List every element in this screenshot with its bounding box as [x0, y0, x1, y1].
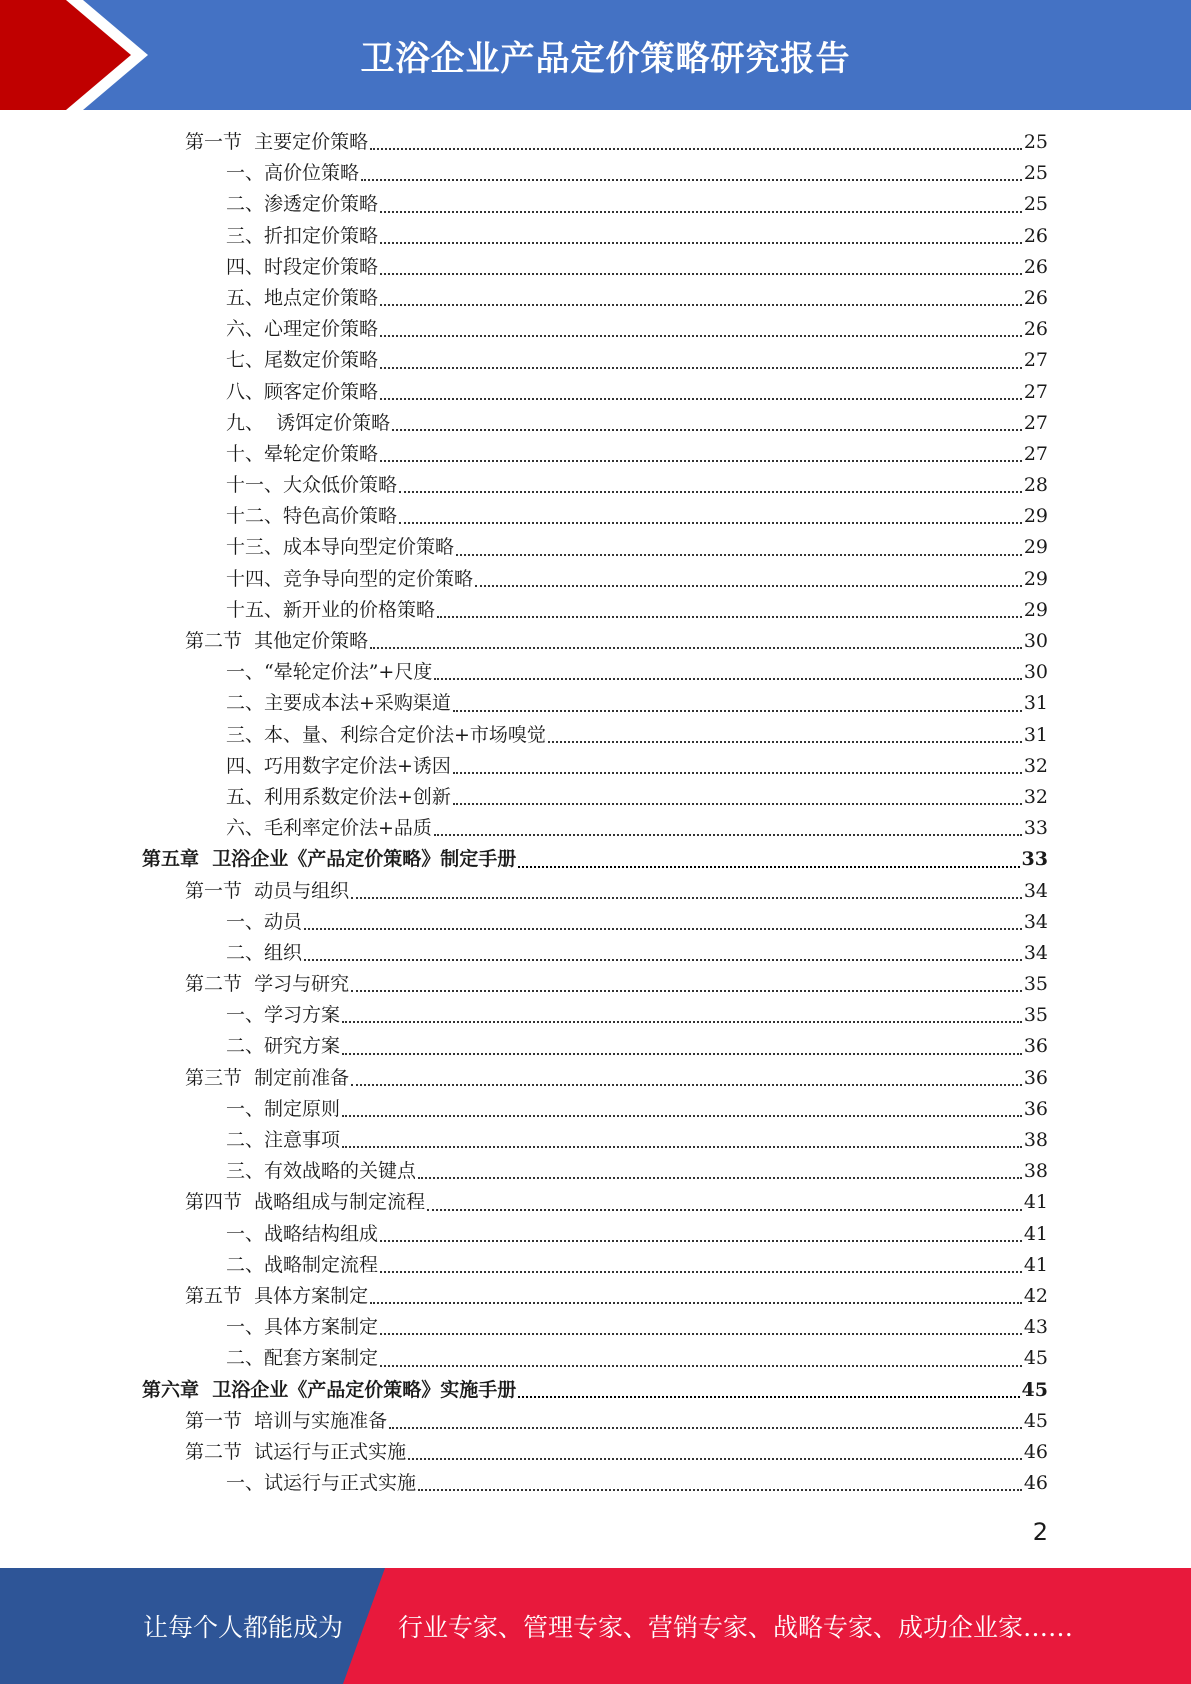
toc-subsection-entry[interactable]: [0, 439, 1191, 470]
toc-subsection-entry[interactable]: [0, 657, 1191, 688]
toc-subsection-entry[interactable]: [0, 1000, 1191, 1031]
toc-entry-page: 33: [1023, 817, 1048, 840]
toc-dot-leader: [380, 1239, 1022, 1242]
toc-entry-label: 十四、竞争导向型的定价策略: [226, 567, 474, 590]
toc-entry-label: 十、晕轮定价策略: [226, 442, 379, 465]
toc-dot-leader: [380, 272, 1022, 275]
toc-entry-page: 30: [1023, 630, 1048, 652]
toc-entry-label: 第一节 主要定价策略: [185, 131, 369, 153]
toc-entry-label: 五、地点定价策略: [226, 286, 379, 309]
toc-dot-leader: [380, 1364, 1022, 1367]
toc-entry-page: 27: [1023, 349, 1048, 372]
toc-entry-page: 41: [1023, 1191, 1048, 1214]
page-header: [0, 0, 1191, 110]
toc-entry-page: 34: [1023, 941, 1048, 964]
toc-entry-label: 四、巧用数字定价法+诱因: [226, 754, 451, 777]
toc-entry-page: 25: [1023, 193, 1048, 216]
toc-dot-leader: [434, 833, 1022, 836]
toc-dot-leader: [361, 178, 1022, 181]
toc-entry-label: 二、渗透定价策略: [226, 193, 379, 216]
toc-entry-label: 一、动员: [226, 910, 303, 933]
toc-dot-leader: [380, 366, 1022, 369]
toc-entry-page: 29: [1023, 567, 1048, 590]
toc-entry-label: 十二、特色高价策略: [226, 505, 398, 528]
toc-dot-leader: [548, 740, 1022, 743]
toc-dot-leader: [418, 1488, 1022, 1491]
toc-entry-page: 31: [1023, 692, 1048, 715]
toc-entry-label: 二、研究方案: [226, 1035, 341, 1058]
toc-entry-page: 26: [1023, 318, 1048, 341]
toc-subsection-entry[interactable]: [0, 1219, 1191, 1250]
toc-entry-label: 一、试运行与正式实施: [226, 1472, 417, 1495]
toc-subsection-entry[interactable]: [0, 1343, 1191, 1374]
toc-dot-leader: [342, 1052, 1022, 1055]
toc-subsection-entry[interactable]: [0, 501, 1191, 532]
toc-dot-leader: [399, 521, 1022, 524]
toc-entry-page: 46: [1023, 1440, 1048, 1463]
toc-dot-leader: [342, 1145, 1022, 1148]
toc-dot-leader: [518, 1395, 1019, 1398]
toc-entry-label: 九、 诱饵定价策略: [226, 411, 391, 434]
toc-dot-leader: [418, 1176, 1022, 1179]
toc-entry-page: 36: [1023, 1035, 1048, 1058]
toc-section-entry[interactable]: [0, 969, 1191, 1000]
toc-subsection-entry[interactable]: [0, 1094, 1191, 1125]
page-footer: [0, 1568, 1191, 1684]
toc-subsection-entry[interactable]: [0, 408, 1191, 439]
toc-entry-label: 第二节 其他定价策略: [185, 630, 369, 652]
toc-entry-label: 一、高价位策略: [226, 162, 360, 185]
toc-entry-page: 27: [1023, 411, 1048, 434]
toc-entry-label: 一、学习方案: [226, 1004, 341, 1027]
toc-entry-page: 26: [1023, 255, 1048, 278]
toc-dot-leader: [380, 334, 1022, 337]
toc-section-entry[interactable]: [0, 127, 1191, 158]
toc-dot-leader: [392, 428, 1022, 431]
toc-entry-label: 六、毛利率定价法+品质: [226, 817, 432, 840]
toc-dot-leader: [342, 1114, 1022, 1117]
toc-dot-leader: [342, 1020, 1022, 1023]
toc-entry-page: 35: [1023, 1004, 1048, 1027]
toc-entry-page: 38: [1023, 1129, 1048, 1151]
footer-tagline: 行业专家、管理专家、营销专家、战略专家、成功企业家……: [398, 1613, 1074, 1642]
toc-chapter-entry[interactable]: [0, 844, 1191, 875]
toc-entry-page: 28: [1023, 474, 1048, 497]
toc-entry-page: 35: [1023, 973, 1048, 996]
toc-entry-page: 30: [1023, 661, 1048, 684]
toc-subsection-entry[interactable]: [0, 1031, 1191, 1062]
table-of-contents: [0, 127, 1191, 1499]
toc-entry-page: 26: [1023, 224, 1048, 247]
toc-entry-label: 八、顾客定价策略: [226, 380, 379, 403]
toc-dot-leader: [456, 553, 1022, 556]
toc-subsection-entry[interactable]: [0, 907, 1191, 938]
toc-dot-leader: [380, 397, 1022, 400]
toc-entry-page: 32: [1023, 785, 1048, 808]
toc-chapter-entry[interactable]: [0, 1375, 1191, 1406]
toc-subsection-entry[interactable]: [0, 252, 1191, 283]
toc-entry-page: 33: [1021, 848, 1048, 871]
toc-subsection-entry[interactable]: [0, 1125, 1191, 1156]
toc-entry-label: 三、有效战略的关键点: [226, 1160, 417, 1183]
toc-subsection-entry[interactable]: [0, 564, 1191, 595]
toc-dot-leader: [380, 1332, 1022, 1335]
toc-entry-page: 26: [1023, 286, 1048, 309]
toc-entry-label: 一、制定原则: [226, 1097, 341, 1120]
toc-entry-page: 25: [1023, 162, 1048, 185]
toc-entry-label: 第六章 卫浴企业《产品定价策略》实施手册: [142, 1378, 517, 1401]
toc-dot-leader: [389, 1426, 1022, 1429]
toc-entry-label: 十五、新开业的价格策略: [226, 598, 436, 621]
toc-entry-page: 27: [1023, 442, 1048, 465]
toc-dot-leader: [380, 210, 1022, 213]
toc-dot-leader: [427, 1208, 1022, 1211]
toc-entry-page: 42: [1023, 1284, 1048, 1307]
toc-entry-label: 三、折扣定价策略: [226, 224, 379, 247]
page-number: 2: [1032, 1518, 1048, 1546]
toc-entry-label: 二、配套方案制定: [226, 1347, 379, 1370]
toc-entry-page: 29: [1023, 598, 1048, 621]
toc-dot-leader: [453, 802, 1022, 805]
toc-dot-leader: [380, 241, 1022, 244]
toc-entry-page: 29: [1023, 505, 1048, 528]
toc-dot-leader: [475, 584, 1022, 587]
toc-entry-page: 41: [1023, 1253, 1048, 1276]
toc-entry-page: 41: [1023, 1222, 1048, 1245]
toc-entry-page: 36: [1023, 1066, 1048, 1089]
toc-subsection-entry[interactable]: [0, 1156, 1191, 1187]
toc-dot-leader: [518, 865, 1019, 868]
toc-subsection-entry[interactable]: [0, 938, 1191, 969]
toc-entry-label: 第五节 具体方案制定: [185, 1284, 369, 1307]
toc-subsection-entry[interactable]: [0, 813, 1191, 844]
toc-section-entry[interactable]: [0, 1406, 1191, 1437]
toc-entry-label: 四、时段定价策略: [226, 255, 379, 278]
toc-dot-leader: [437, 615, 1022, 618]
toc-dot-leader: [380, 303, 1022, 306]
toc-subsection-entry[interactable]: [0, 158, 1191, 189]
toc-subsection-entry[interactable]: [0, 1250, 1191, 1281]
toc-dot-leader: [370, 147, 1022, 150]
toc-entry-page: 34: [1023, 879, 1048, 902]
toc-subsection-entry[interactable]: [0, 1468, 1191, 1499]
toc-entry-page: 31: [1023, 723, 1048, 746]
toc-entry-page: 38: [1023, 1160, 1048, 1183]
toc-entry-label: 二、注意事项: [226, 1129, 341, 1151]
toc-subsection-entry[interactable]: [0, 314, 1191, 345]
toc-entry-page: 43: [1023, 1316, 1048, 1339]
toc-subsection-entry[interactable]: [0, 782, 1191, 813]
toc-entry-page: 34: [1023, 910, 1048, 933]
toc-entry-page: 27: [1023, 380, 1048, 403]
toc-subsection-entry[interactable]: [0, 377, 1191, 408]
toc-entry-label: 一、具体方案制定: [226, 1316, 379, 1339]
toc-entry-label: 第四节 战略组成与制定流程: [185, 1191, 426, 1214]
toc-dot-leader: [370, 1301, 1022, 1304]
toc-section-entry[interactable]: [0, 1187, 1191, 1218]
toc-entry-page: 32: [1023, 754, 1048, 777]
toc-dot-leader: [304, 958, 1022, 961]
toc-entry-label: 第五章 卫浴企业《产品定价策略》制定手册: [142, 848, 517, 871]
toc-entry-label: 二、主要成本法+采购渠道: [226, 692, 451, 715]
toc-entry-page: 36: [1023, 1097, 1048, 1120]
footer-slogan: 让每个人都能成为: [143, 1613, 344, 1642]
toc-entry-page: 45: [1023, 1409, 1048, 1432]
toc-entry-label: 六、心理定价策略: [226, 318, 379, 341]
toc-entry-label: 一、战略结构组成: [226, 1222, 379, 1245]
toc-section-entry[interactable]: [0, 1437, 1191, 1468]
toc-entry-label: 一、“晕轮定价法”+尺度: [226, 661, 433, 684]
toc-subsection-entry[interactable]: [0, 688, 1191, 719]
toc-entry-label: 第一节 动员与组织: [185, 879, 350, 902]
toc-subsection-entry[interactable]: [0, 720, 1191, 751]
toc-dot-leader: [351, 896, 1022, 899]
toc-subsection-entry[interactable]: [0, 1312, 1191, 1343]
toc-entry-label: 二、组织: [226, 941, 303, 964]
toc-subsection-entry[interactable]: [0, 470, 1191, 501]
toc-entry-label: 二、战略制定流程: [226, 1253, 379, 1276]
toc-dot-leader: [380, 1270, 1022, 1273]
toc-dot-leader: [370, 646, 1022, 649]
toc-dot-leader: [453, 771, 1022, 774]
toc-subsection-entry[interactable]: [0, 532, 1191, 563]
toc-section-entry[interactable]: [0, 1063, 1191, 1094]
toc-dot-leader: [434, 677, 1021, 680]
toc-entry-label: 三、本、量、利综合定价法+市场嗅觉: [226, 723, 546, 746]
toc-entry-label: 第一节 培训与实施准备: [185, 1409, 388, 1432]
toc-subsection-entry[interactable]: [0, 345, 1191, 376]
toc-section-entry[interactable]: [0, 626, 1191, 657]
toc-dot-leader: [453, 709, 1022, 712]
toc-dot-leader: [380, 459, 1022, 462]
toc-entry-label: 五、利用系数定价法+创新: [226, 785, 451, 808]
toc-entry-label: 十一、大众低价策略: [226, 474, 398, 497]
toc-subsection-entry[interactable]: [0, 283, 1191, 314]
toc-entry-page: 25: [1023, 131, 1048, 153]
toc-subsection-entry[interactable]: [0, 189, 1191, 220]
toc-section-entry[interactable]: [0, 1281, 1191, 1312]
toc-dot-leader: [351, 989, 1022, 992]
toc-entry-page: 45: [1021, 1378, 1048, 1401]
toc-dot-leader: [408, 1457, 1022, 1460]
toc-subsection-entry[interactable]: [0, 221, 1191, 252]
toc-entry-page: 29: [1023, 536, 1048, 559]
toc-entry-label: 第二节 学习与研究: [185, 973, 350, 996]
toc-entry-page: 45: [1023, 1347, 1048, 1370]
toc-entry-page: 46: [1023, 1472, 1048, 1495]
toc-entry-label: 第三节 制定前准备: [185, 1066, 350, 1089]
toc-entry-label: 七、尾数定价策略: [226, 349, 379, 372]
document-title: 卫浴企业产品定价策略研究报告: [360, 38, 851, 79]
toc-dot-leader: [399, 490, 1022, 493]
toc-section-entry[interactable]: [0, 876, 1191, 907]
toc-entry-label: 十三、成本导向型定价策略: [226, 536, 455, 559]
toc-entry-label: 第二节 试运行与正式实施: [185, 1440, 407, 1463]
toc-dot-leader: [351, 1083, 1022, 1086]
toc-subsection-entry[interactable]: [0, 595, 1191, 626]
toc-subsection-entry[interactable]: [0, 751, 1191, 782]
toc-dot-leader: [304, 927, 1022, 930]
